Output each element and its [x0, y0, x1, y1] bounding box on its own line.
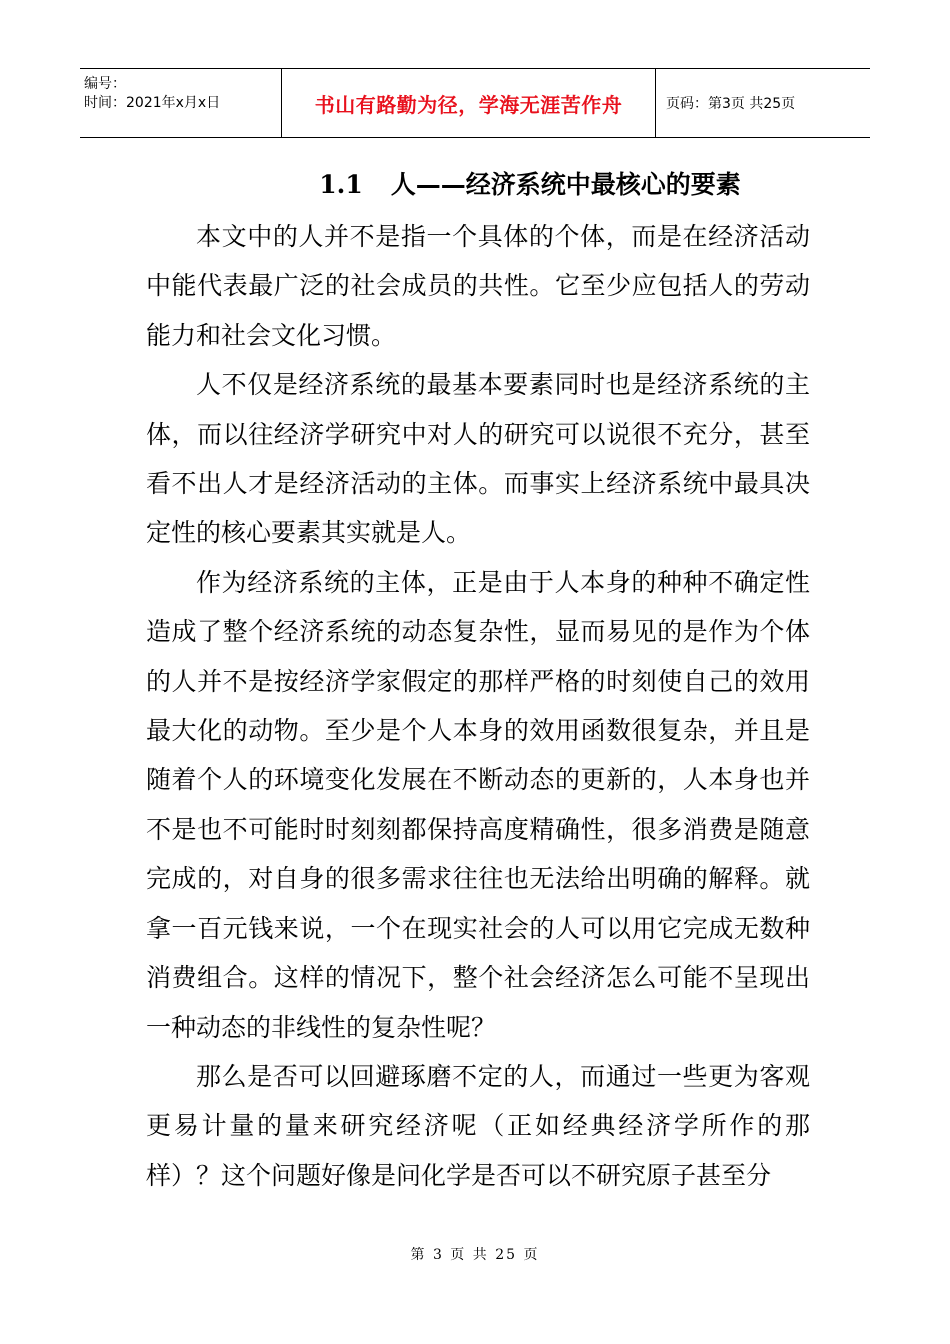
body-text — [146, 212, 810, 1200]
paragraph: 本文中的人并不是指一个具体的个体，而是在经济活动中能代表最广泛的社会成员的共性。它至少应包括人的劳动能力和社会文化习惯。 — [146, 222, 810, 350]
section-heading — [0, 168, 950, 202]
paragraph: 人不仅是经济系统的最基本要素同时也是经济系统的主体，而以往经济学研究中对人的研究可以说很不充分，甚至看不出人才是经济活动的主体。而事实上经济系统中最具决定性的核心要素其实就是人。 — [146, 370, 810, 548]
header-page-info-text: 页码：第3页 共25页 — [666, 96, 796, 112]
footer-page-number: 第 3 页 共 25 页 — [410, 1247, 540, 1263]
page-header — [80, 68, 870, 138]
paragraph: 作为经济系统的主体，正是由于人本身的种种不确定性造成了整个经济系统的动态复杂性，显而易见的是作为个体的人并不是按经济学家假定的那样严格的时刻使自己的效用最大化的动物。至少是个人本身的效用函数很复杂，并且是随着个人的环境变化发展在不断动态的更新的，人本身也并不是也不可能时时刻刻都保持高度精确性，很多消费是随意完成的，对自身的很多需求往往也无法给出明确的解释。就拿一百元钱来说，一个在现实社会的人可以用它完成无数种消费组合。这样的情况下，整个社会经济怎么可能不呈现出一种动态的非线性的复杂性呢？ — [146, 567, 810, 1042]
header-meta-cell — [80, 69, 282, 137]
page-footer — [0, 1244, 950, 1264]
header-page-info — [656, 69, 870, 137]
paragraph: 那么是否可以回避琢磨不定的人，而通过一些更为客观更易计量的量来研究经济呢（正如经典经济学所作的那样）？这个问题好像是问化学是否可以不研究原子甚至分 — [146, 1061, 810, 1190]
document-date-label: 时间：2021年x月x日 — [84, 95, 221, 111]
header-motto: 书山有路勤为径，学海无涯苦作舟 — [282, 69, 656, 137]
section-number: 1.1 — [319, 170, 363, 199]
document-number-label: 编号： — [84, 76, 126, 92]
section-title: 人——经济系统中最核心的要素 — [390, 170, 741, 199]
